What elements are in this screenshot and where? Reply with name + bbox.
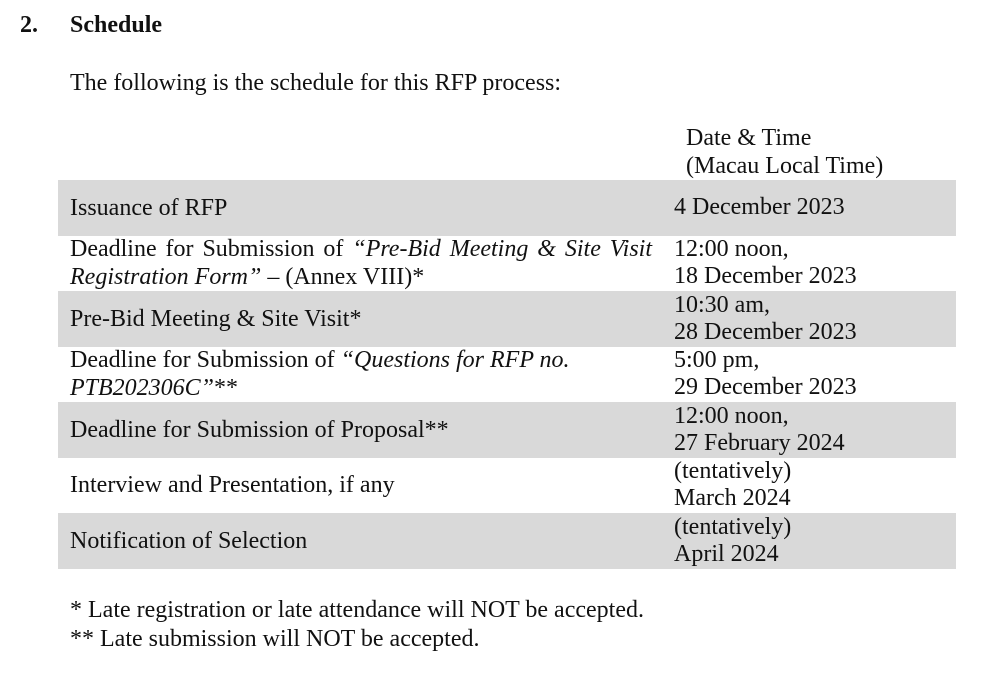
date-line-2: 29 December 2023 xyxy=(674,374,857,401)
event-text: Deadline for Submission of xyxy=(70,347,341,374)
table-row xyxy=(58,513,956,569)
event-cell xyxy=(58,416,662,444)
date-line-1: 5:00 pm, xyxy=(674,347,760,374)
date-line-1: 10:30 am, xyxy=(674,291,770,318)
event-text: Notification of Selection xyxy=(70,527,308,554)
date-line-1: 4 December 2023 xyxy=(674,194,845,221)
table-row xyxy=(58,458,956,514)
table-row xyxy=(58,291,956,347)
date-line-1: 12:00 noon, xyxy=(674,402,789,429)
header-line-2: (Macau Local Time) xyxy=(686,153,884,179)
date-line-2: April 2024 xyxy=(674,540,779,567)
date-line-2: March 2024 xyxy=(674,485,791,512)
date-line-2: 27 February 2024 xyxy=(674,429,845,456)
footnote-double-asterisk: ** Late submission will NOT be accepted. xyxy=(70,626,480,652)
event-text-suffix: ** xyxy=(214,375,239,402)
date-cell xyxy=(662,194,956,221)
date-cell xyxy=(662,236,956,290)
event-text: Deadline for Submission of xyxy=(70,236,353,263)
date-cell xyxy=(662,514,956,568)
intro-paragraph: The following is the schedule for this RFP process: xyxy=(70,70,562,96)
event-cell xyxy=(58,305,662,333)
date-line-2: 18 December 2023 xyxy=(674,263,857,290)
date-cell xyxy=(662,292,956,346)
table-row xyxy=(58,180,956,236)
event-cell xyxy=(58,471,662,499)
event-text: Deadline for Submission of Proposal** xyxy=(70,416,449,443)
event-text: Interview and Presentation, if any xyxy=(70,472,395,499)
footnote-single-asterisk: * Late registration or late attendance will NOT be accepted. xyxy=(70,597,644,623)
event-form-title: “Questions for RFP no. PTB202306C” xyxy=(70,347,570,402)
section-number: 2. xyxy=(20,12,38,38)
event-cell xyxy=(58,527,662,555)
date-line-2: 28 December 2023 xyxy=(674,318,857,345)
event-text: Issuance of RFP xyxy=(70,194,228,221)
date-time-column-header xyxy=(686,124,883,180)
event-text: Pre-Bid Meeting & Site Visit* xyxy=(70,305,362,332)
table-row xyxy=(58,402,956,458)
schedule-table xyxy=(58,180,956,569)
header-line-1: Date & Time xyxy=(686,125,812,151)
table-row xyxy=(58,236,956,292)
section-title: Schedule xyxy=(70,12,163,38)
event-cell xyxy=(58,346,662,402)
event-cell xyxy=(58,235,662,291)
date-line-1: (tentatively) xyxy=(674,458,792,485)
event-cell xyxy=(58,194,662,222)
date-line-1: 12:00 noon, xyxy=(674,236,789,263)
date-line-1: (tentatively) xyxy=(674,513,792,540)
date-cell xyxy=(662,458,956,512)
date-cell xyxy=(662,347,956,401)
event-text-suffix: – (Annex VIII)* xyxy=(261,264,425,291)
section-heading xyxy=(20,10,162,40)
event-form-title: “Pre-Bid Meeting & Site Visit Registration Form” xyxy=(70,236,652,291)
footnotes xyxy=(70,596,644,654)
table-row xyxy=(58,347,956,403)
date-cell xyxy=(662,403,956,457)
